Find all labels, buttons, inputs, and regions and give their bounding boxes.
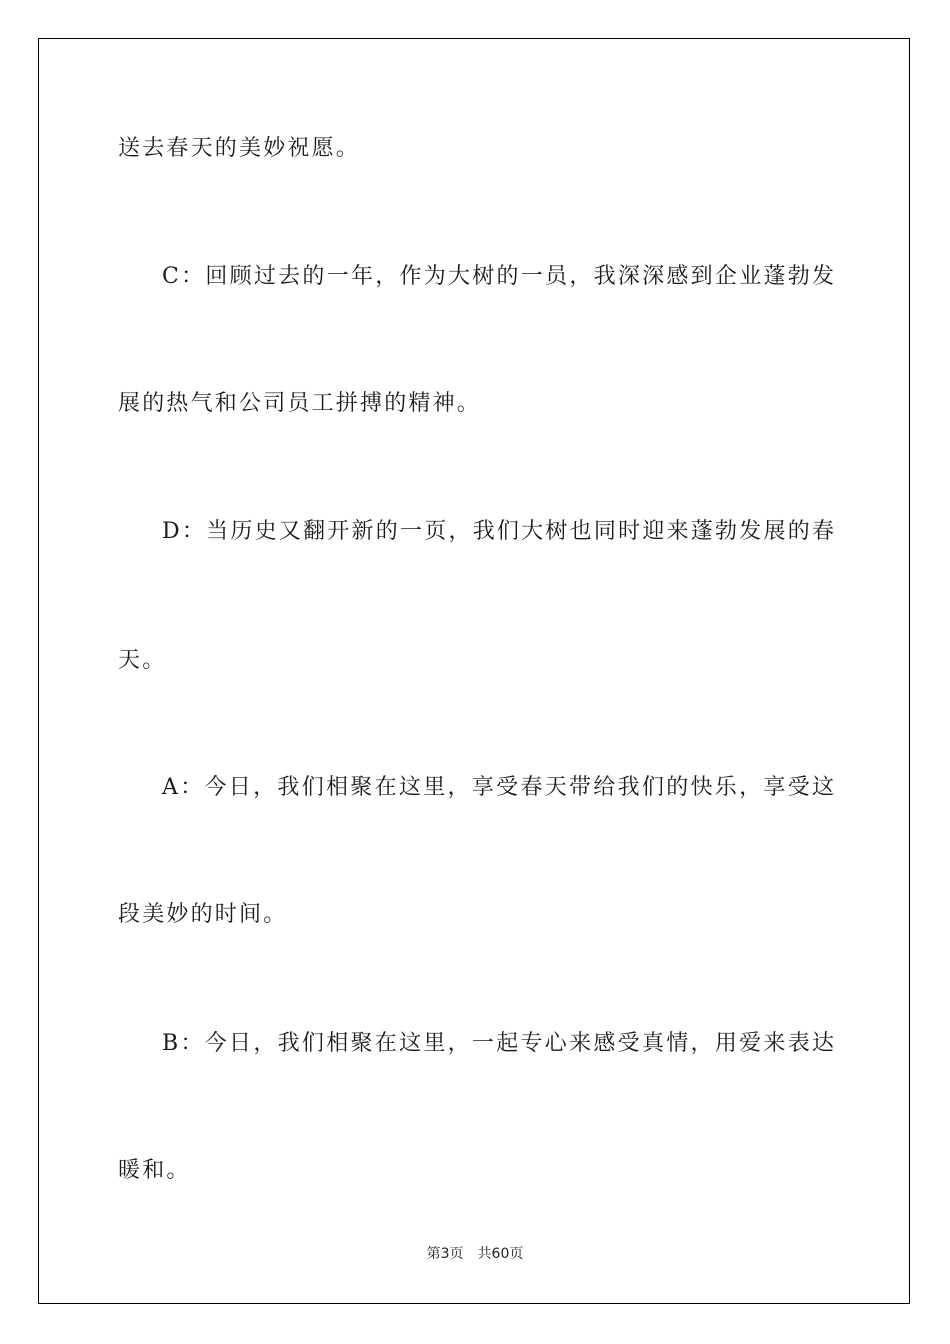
text-line-1: 送去春天的美妙祝愿。 [118, 136, 361, 161]
text-line-2: C：回顾过去的一年，作为大树的一员，我深深感到企业蓬勃发 [162, 264, 834, 289]
text-line-5: 天。 [118, 648, 167, 673]
page-number-footer: 第3页 共60页 [426, 1246, 524, 1262]
text-line-4: D：当历史又翻开新的一页，我们大树也同时迎来蓬勃发展的春 [162, 519, 834, 544]
text-line-8: B：今日，我们相聚在这里，一起专心来感受真情，用爱来表达 [162, 1031, 834, 1056]
text-line-9: 暖和。 [118, 1158, 191, 1183]
text-line-7: 段美妙的时间。 [118, 902, 288, 927]
text-line-6: A：今日，我们相聚在这里，享受春天带给我们的快乐，享受这 [162, 775, 834, 800]
text-line-3: 展的热气和公司员工拼搏的精神。 [118, 391, 482, 416]
